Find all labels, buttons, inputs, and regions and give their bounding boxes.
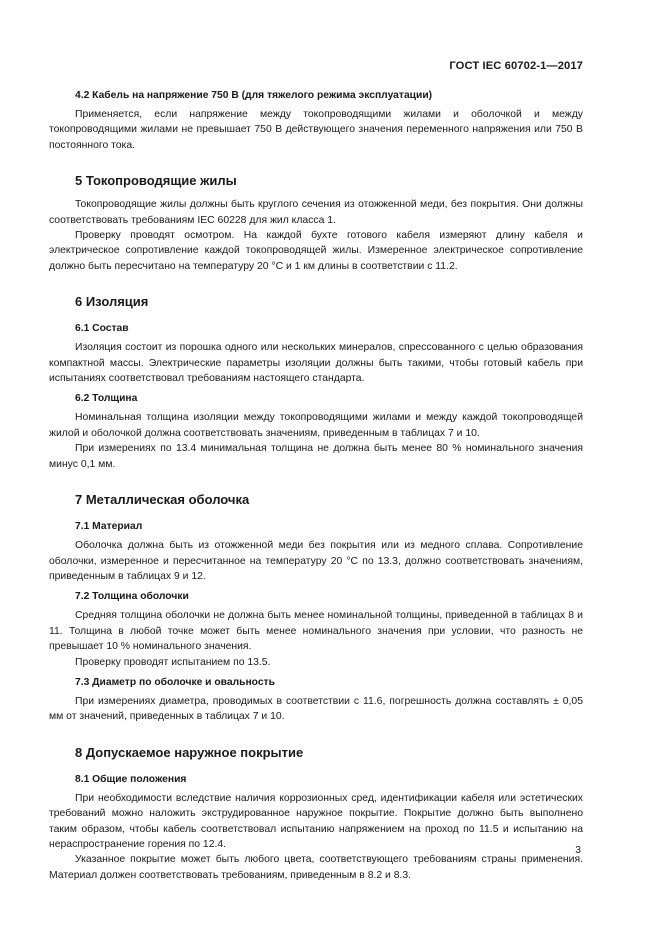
subsection-heading: 4.2 Кабель на напряжение 750 В (для тяжелого режима эксплуатации) xyxy=(75,90,433,101)
page-number: 3 xyxy=(575,845,581,856)
paragraph: Номинальная толщина изоляции между токопроводящими жилами и между каждой токопроводящей жилой и оболочкой должна соответствовать значениям, приведенным в таблицах 7 и 10. xyxy=(49,412,583,439)
section-heading: 6 Изоляция xyxy=(75,294,149,310)
subsection-heading: 7.1 Материал xyxy=(75,521,143,533)
section-heading: 7 Металлическая оболочка xyxy=(75,492,250,508)
paragraph: Оболочка должна быть из отожженной меди без покрытия или из медного сплава. Сопротивление оболочки, измеренное и пересчитанное на температуру 20 °С по 13.3, должно соответствовать значениям, приведенным в таблицах 9 и 12. xyxy=(49,540,583,582)
subsection-heading: 7.3 Диаметр по оболочке и овальность xyxy=(75,676,275,688)
section-heading: 5 Токопроводящие жилы xyxy=(75,173,237,189)
paragraph: Токопроводящие жилы должны быть круглого сечения из отожженной меди, без покрытия. Они должны соответствовать требованиям IEC 60228 для жил класса 1. xyxy=(49,199,583,226)
subsection-heading: 6.1 Состав xyxy=(75,323,129,335)
paragraph: Проверку проводят осмотром. На каждой бухте готового кабеля измеряют длину кабеля и электрическое сопротивление каждой токопроводящей жилы. Измеренное электрическое сопротивление должно быть пересчитано на температуру 20 °С и 1 км длины в соответствии с 11.2. xyxy=(49,230,583,272)
paragraph: При измерениях по 13.4 минимальная толщина не должна быть менее 80 % номинального значения минус 0,1 мм. xyxy=(49,443,583,470)
standard-header: ГОСТ IEC 60702-1—2017 xyxy=(449,60,583,72)
subsection-heading: 7.2 Толщина оболочки xyxy=(75,591,189,603)
paragraph: Проверку проводят испытанием по 13.5. xyxy=(75,656,271,668)
subsection-heading: 6.2 Толщина xyxy=(75,393,138,405)
paragraph: Применяется, если напряжение между токопроводящими жилами и оболочкой и между токопроводящими жилами не превышает 750 В действующего значения переменного напряжения или 750 В постоянного тока. xyxy=(49,109,583,151)
paragraph: При необходимости вследствие наличия коррозионных сред, идентификации кабеля или эстетических требований можно наложить экструдированное наружное покрытие. Покрытие должно быть выполнено таким образом, чтобы кабель соответствовал испытанию напряжением на проход по 11.5 и испытанию на нераспространение горения по 12.4. xyxy=(49,792,583,850)
paragraph: Изоляция состоит из порошка одного или нескольких минералов, спрессованного с целью образования компактной массы. Электрические параметры изоляции должны быть такими, чтобы готовый кабель при испытаниях соответствовал требованиям настоящего стандарта. xyxy=(49,342,583,385)
section-heading: 8 Допускаемое наружное покрытие xyxy=(75,744,304,760)
document-body xyxy=(49,90,583,883)
paragraph: При измерениях диаметра, проводимых в соответствии с 11.6, погрешность должна составлять ± 0,05 мм от значений, приведенных в таблицах 7 и 10. xyxy=(49,695,583,723)
paragraph: Средняя толщина оболочки не должна быть менее номинальной толщины, приведенной в таблицах 8 и 11. Толщина в любой точке может быть менее номинального значения при условии, что разность не превышает 10 % номинального значения. xyxy=(49,610,583,653)
subsection-heading: 8.1 Общие положения xyxy=(75,773,187,785)
paragraph: Указанное покрытие может быть любого цвета, соответствующего требованиям страны применения. Материал должен соответствовать требованиям, приведенным в 8.2 и 8.3. xyxy=(49,854,583,881)
